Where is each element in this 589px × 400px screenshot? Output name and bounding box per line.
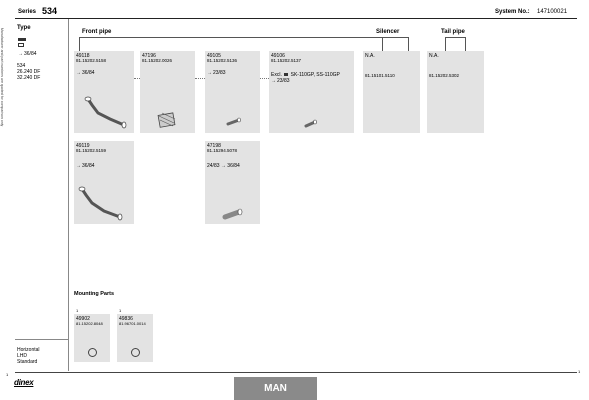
orientation: Standard [17,359,38,365]
part-card-silencer[interactable] [363,51,420,133]
part-card-47198[interactable] [205,141,260,224]
orientation: LHD [17,353,28,359]
part-number: 49118 [76,53,90,59]
brand-name: MAN [264,383,287,394]
part-oe-number: 81.15202.5136 [207,58,238,63]
truck-icon [18,38,26,41]
part-number: 49836 [119,316,133,322]
pipe-drawing-icon [225,117,243,127]
mounting-qty: 1 [119,308,122,313]
part-oe-number: 81.15202.5302 [429,73,460,78]
part-card-49119[interactable] [74,141,134,224]
mounting-card-49836[interactable] [117,314,153,362]
part-oe-number: 81.15202.5159 [76,148,107,153]
series-number: 534 [42,6,58,16]
part-number: N.A. [365,53,375,59]
part-years: → 36/84 [76,163,95,169]
section-front-pipe: Front pipe [82,29,112,35]
brand-bar [234,377,317,400]
pipe-drawing-icon [221,207,245,221]
part-number: 49902 [76,316,90,322]
header-rule [15,18,577,19]
variant: 26.240 DF [17,69,41,75]
part-card-49118[interactable] [74,51,134,133]
type-years: → 36/84 [18,51,37,57]
series-label: Series [18,9,37,15]
part-oe-number: 81.15101.5110 [365,73,395,78]
system-number: 147100021 [537,9,568,15]
mounting-card-49902[interactable] [74,314,110,362]
model: 534 [17,63,26,69]
pipe-drawing-icon [303,119,319,129]
part-years: 24/83 → 36/84 [207,163,240,169]
system-label: System No.: [495,9,530,15]
part-number: 47198 [207,143,221,149]
type-label: Type [17,25,31,31]
part-card-tail-pipe[interactable] [427,51,484,133]
variant: 32.240 DF [17,75,41,81]
part-number: 49106 [271,53,285,59]
part-card-49106[interactable] [269,51,354,133]
page-number-right: 1 [578,369,581,374]
truck-icon [284,73,288,76]
front-pipe-line [79,37,382,38]
part-years: → 23/83 [207,70,226,76]
part-oe-number: 81.15202.5137 [271,58,302,63]
part-number: 49119 [76,143,90,149]
axle-icon [18,43,24,47]
gasket-ring-icon [131,348,140,357]
part-number: 49105 [207,53,221,59]
years-to: 36/84 [227,163,240,169]
silencer-line [382,37,408,38]
part-years: → 23/83 [271,78,290,84]
pipe-drawing-icon [80,91,130,131]
years-from: 24/83 [207,163,220,169]
flexible-pipe-icon [155,109,179,131]
part-number: N.A. [429,53,439,59]
part-oe-number: 81.15202.5158 [76,58,107,63]
part-card-47196[interactable] [140,51,195,133]
page-number-left: 1 [6,372,9,377]
vertical-note: Manufacturer and part numbers are quoted for comparison only [0,28,4,127]
tail-pipe-line [445,37,465,38]
part-oe-number: 81.15202.8048 [76,321,103,326]
part-oe-number: 81.96701.0014 [119,321,146,326]
excl-models: SK-110GP, SS-110GP [290,72,340,78]
part-years: → 36/84 [76,70,95,76]
pipe-drawing-icon [78,183,128,223]
orientation: Horizontal [17,347,40,353]
footer-rule [15,372,577,373]
part-card-49105[interactable] [205,51,260,133]
mounting-qty: 1 [76,308,79,313]
sidebar-rule [15,339,68,340]
part-oe-number: 81.15202.0026 [142,58,173,63]
section-silencer: Silencer [376,29,400,35]
mounting-title: Mounting Parts [74,291,115,297]
gasket-ring-icon [88,348,97,357]
excl-label: Excl. [271,72,282,78]
dinex-logo: dinex [14,378,34,387]
sidebar-divider [68,19,69,371]
section-tail-pipe: Tail pipe [441,29,465,35]
part-oe-number: 81.15294.5078 [207,148,238,153]
part-number: 47196 [142,53,156,59]
